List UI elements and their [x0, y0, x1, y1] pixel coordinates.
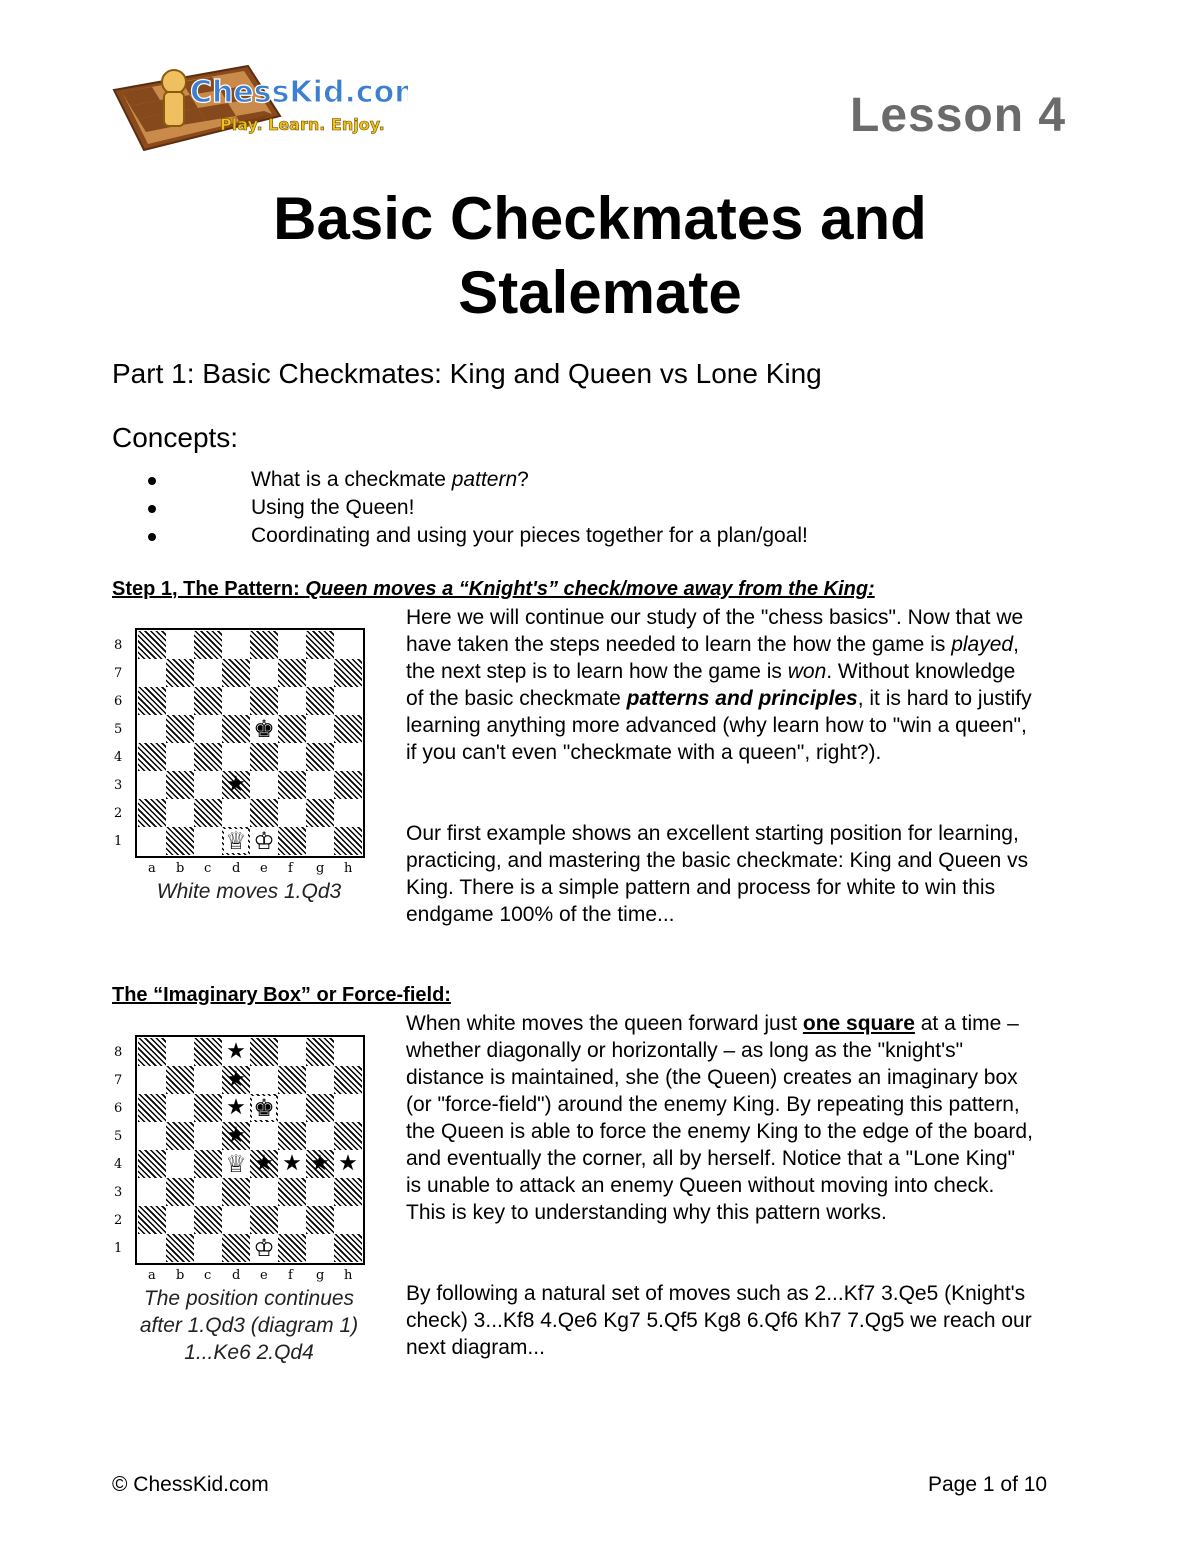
file-label: a	[148, 1268, 156, 1283]
board-square	[166, 799, 194, 827]
board-square	[222, 687, 250, 715]
target-square-star-icon: ★	[338, 1151, 358, 1176]
board-square	[138, 631, 166, 659]
board-square	[138, 1094, 166, 1122]
board-square	[138, 659, 166, 687]
board-square	[194, 1178, 222, 1206]
board-square	[278, 1122, 306, 1150]
rank-label: 5	[114, 722, 123, 737]
board-square	[306, 743, 334, 771]
bullet-icon	[148, 477, 156, 485]
diagram-2-caption: The position continues after 1.Qd3 (diagram 1) 1...Ke6 2.Qd4	[139, 1287, 359, 1364]
step1-paragraph-1: Here we will continue our study of the "chess basics". Now that we have taken the steps needed to learn the how the game is played, the next step is to learn how the game is won. Without knowledge of the basic checkmate patterns and principles, it is hard to justify learning anything more advanced (why learn how to "win a queen", if you can't even "checkmate with a queen", right?).	[406, 606, 1032, 764]
board-square	[138, 827, 166, 855]
board-square	[194, 1122, 222, 1150]
chess-diagram-2	[114, 1038, 374, 1292]
board-square	[334, 1094, 362, 1122]
diagram-1-caption: White moves 1.Qd3	[156, 880, 342, 903]
board-square	[334, 631, 362, 659]
board-square	[166, 1122, 194, 1150]
board-square	[138, 1150, 166, 1178]
board-square	[250, 659, 278, 687]
board-square	[138, 1122, 166, 1150]
board-square	[306, 1066, 334, 1094]
board-square	[334, 743, 362, 771]
board-square	[194, 715, 222, 743]
file-label: f	[288, 1268, 293, 1283]
title-line-2: Stalemate	[458, 259, 742, 326]
rank-label: 1	[114, 834, 123, 849]
board-square	[138, 1206, 166, 1234]
board-square	[222, 1178, 250, 1206]
white-queen-icon: ♕	[225, 1150, 247, 1178]
board-square	[250, 1066, 278, 1094]
concepts-heading: Concepts:	[112, 422, 239, 453]
black-king-icon: ♚	[253, 1094, 275, 1122]
board-square	[306, 1234, 334, 1262]
logo-text: ChessKid.com	[190, 75, 408, 110]
board-square	[250, 1122, 278, 1150]
file-label: f	[288, 861, 293, 876]
board-square	[278, 1038, 306, 1066]
board-square	[250, 1178, 278, 1206]
board-square	[306, 1094, 334, 1122]
board-square	[166, 659, 194, 687]
board-square	[194, 659, 222, 687]
board-square	[306, 687, 334, 715]
box-heading: The “Imaginary Box” or Force-field:	[112, 984, 451, 1006]
board-square	[334, 1038, 362, 1066]
board-square	[306, 1122, 334, 1150]
board-square	[250, 687, 278, 715]
rank-label: 3	[114, 1185, 123, 1200]
board-square	[334, 659, 362, 687]
board-square	[306, 659, 334, 687]
board-square	[222, 743, 250, 771]
footer-copyright: © ChessKid.com	[112, 1473, 269, 1496]
file-label: a	[148, 861, 156, 876]
file-label: e	[260, 1268, 268, 1283]
white-king-icon: ♔	[253, 827, 275, 855]
board-square	[222, 1206, 250, 1234]
white-queen-icon: ♕	[225, 827, 247, 855]
board-square	[194, 1150, 222, 1178]
target-square-star-icon: ★	[226, 772, 246, 797]
file-label: h	[344, 1268, 353, 1283]
rank-label: 3	[114, 778, 123, 793]
file-label: c	[204, 861, 212, 876]
board-square	[166, 1094, 194, 1122]
rank-label: 2	[114, 806, 123, 821]
list-item: What is a checkmate pattern?	[140, 466, 808, 494]
board-square	[334, 799, 362, 827]
board-square	[278, 1234, 306, 1262]
board-square	[334, 687, 362, 715]
target-square-star-icon: ★	[226, 1123, 246, 1148]
board-square	[222, 659, 250, 687]
board-square	[250, 1038, 278, 1066]
title-line-1: Basic Checkmates and	[273, 185, 927, 252]
board-square	[250, 771, 278, 799]
rank-label: 6	[114, 694, 123, 709]
chess-diagram-1	[114, 631, 374, 885]
board-square	[306, 715, 334, 743]
board-square	[222, 799, 250, 827]
board-square	[278, 687, 306, 715]
list-item: Coordinating and using your pieces together for a plan/goal!	[140, 522, 808, 550]
board-square	[166, 1234, 194, 1262]
white-king-icon: ♔	[253, 1234, 275, 1262]
board-square	[334, 1234, 362, 1262]
step1-paragraph-2: Our first example shows an excellent starting position for learning, practicing, and mastering the basic checkmate: King and Queen vs King. There is a simple pattern and process for white to win this endgame 100% of the time...	[406, 822, 1029, 926]
board-square	[194, 1066, 222, 1094]
rank-label: 8	[114, 638, 123, 653]
board-square	[250, 743, 278, 771]
board-square	[194, 1094, 222, 1122]
board-square	[194, 1234, 222, 1262]
board-square	[138, 715, 166, 743]
board-square	[166, 1150, 194, 1178]
rank-label: 4	[114, 1157, 123, 1172]
board-square	[306, 827, 334, 855]
box-paragraph-2: By following a natural set of moves such as 2...Kf7 3.Qe5 (Knight's check) 3...Kf8 4.Qe6 Kg7 5.Qf5 Kg8 6.Qf6 Kh7 7.Qg5 we reach our next diagram...	[406, 1282, 1032, 1359]
board-square	[166, 715, 194, 743]
board-square	[278, 631, 306, 659]
board-square	[138, 771, 166, 799]
bullet-icon	[148, 505, 156, 513]
rank-label: 8	[114, 1045, 123, 1060]
board-square	[138, 1066, 166, 1094]
file-label: g	[316, 861, 325, 876]
board-square	[138, 1038, 166, 1066]
board-square	[166, 1178, 194, 1206]
board-square	[166, 687, 194, 715]
board-square	[166, 1066, 194, 1094]
board-square	[222, 631, 250, 659]
board-square	[278, 1094, 306, 1122]
list-item: Using the Queen!	[140, 494, 808, 522]
rank-label: 1	[114, 1241, 123, 1256]
board-square	[222, 1234, 250, 1262]
board-square	[334, 1122, 362, 1150]
rank-label: 2	[114, 1213, 123, 1228]
board-square	[334, 715, 362, 743]
bullet-icon	[148, 533, 156, 541]
file-label: c	[204, 1268, 212, 1283]
target-square-star-icon: ★	[226, 1039, 246, 1064]
board-square	[334, 771, 362, 799]
board-square	[138, 1178, 166, 1206]
rank-label: 4	[114, 750, 123, 765]
board-square	[194, 771, 222, 799]
board-square	[194, 1038, 222, 1066]
board-square	[250, 1206, 278, 1234]
box-paragraph-1: When white moves the queen forward just one square at a time – whether diagonally or horizontally – as long as the "knight's" distance is maintained, she (the Queen) creates an imaginary box (or "force-field") around the enemy King. By repeating this pattern, the Queen is able to force the enemy King to the edge of the board, and eventually the corner, all by herself. Notice that a "Lone King" is unable to attack an enemy Queen without moving into check. This is key to understanding why this pattern works.	[406, 1012, 1033, 1224]
board-square	[166, 827, 194, 855]
board-square	[334, 1066, 362, 1094]
page-title	[0, 182, 1200, 330]
board-square	[194, 827, 222, 855]
concepts-list	[140, 466, 808, 550]
board-square	[278, 1066, 306, 1094]
target-square-star-icon: ★	[226, 1095, 246, 1120]
rank-label: 7	[114, 666, 123, 681]
board-square	[278, 743, 306, 771]
board-square	[306, 771, 334, 799]
chesskid-logo	[108, 58, 408, 158]
board-square	[334, 827, 362, 855]
board-square	[166, 743, 194, 771]
board-square	[278, 659, 306, 687]
board-square	[166, 1206, 194, 1234]
board-square	[166, 771, 194, 799]
board-square	[194, 687, 222, 715]
board-square	[278, 827, 306, 855]
board-square	[306, 1038, 334, 1066]
logo-tagline: Play. Learn. Enjoy.	[220, 115, 385, 134]
board-square	[306, 631, 334, 659]
target-square-star-icon: ★	[282, 1151, 302, 1176]
rank-label: 7	[114, 1073, 123, 1088]
board-square	[306, 1178, 334, 1206]
black-king-icon: ♚	[253, 715, 275, 743]
board-square	[138, 799, 166, 827]
footer-page-number: Page 1 of 10	[928, 1473, 1048, 1496]
board-square	[278, 715, 306, 743]
lesson-number: Lesson 4	[850, 89, 1067, 142]
file-label: b	[176, 1268, 185, 1283]
board-square	[194, 743, 222, 771]
board-square	[138, 687, 166, 715]
file-label: g	[316, 1268, 325, 1283]
board-square	[250, 799, 278, 827]
board-square	[166, 631, 194, 659]
rank-label: 5	[114, 1129, 123, 1144]
part-heading: Part 1: Basic Checkmates: King and Queen vs Lone King	[112, 358, 822, 389]
board-square	[306, 1206, 334, 1234]
step1-heading: Step 1, The Pattern: Queen moves a “Knight's” check/move away from the King:	[112, 578, 875, 600]
board-square	[278, 1178, 306, 1206]
board-square	[138, 1234, 166, 1262]
target-square-star-icon: ★	[254, 1151, 274, 1176]
target-square-star-icon: ★	[310, 1151, 330, 1176]
file-label: h	[344, 861, 353, 876]
file-label: d	[232, 861, 241, 876]
board-square	[138, 743, 166, 771]
board-square	[194, 1206, 222, 1234]
board-square	[250, 631, 278, 659]
target-square-star-icon: ★	[226, 1067, 246, 1092]
board-square	[278, 799, 306, 827]
board-square	[278, 771, 306, 799]
board-square	[194, 631, 222, 659]
rank-label: 6	[114, 1101, 123, 1116]
file-label: b	[176, 861, 185, 876]
board-square	[306, 799, 334, 827]
file-label: d	[232, 1268, 241, 1283]
board-square	[334, 1178, 362, 1206]
board-square	[278, 1206, 306, 1234]
board-square	[222, 715, 250, 743]
file-label: e	[260, 861, 268, 876]
board-square	[166, 1038, 194, 1066]
board-square	[334, 1206, 362, 1234]
board-square	[194, 799, 222, 827]
